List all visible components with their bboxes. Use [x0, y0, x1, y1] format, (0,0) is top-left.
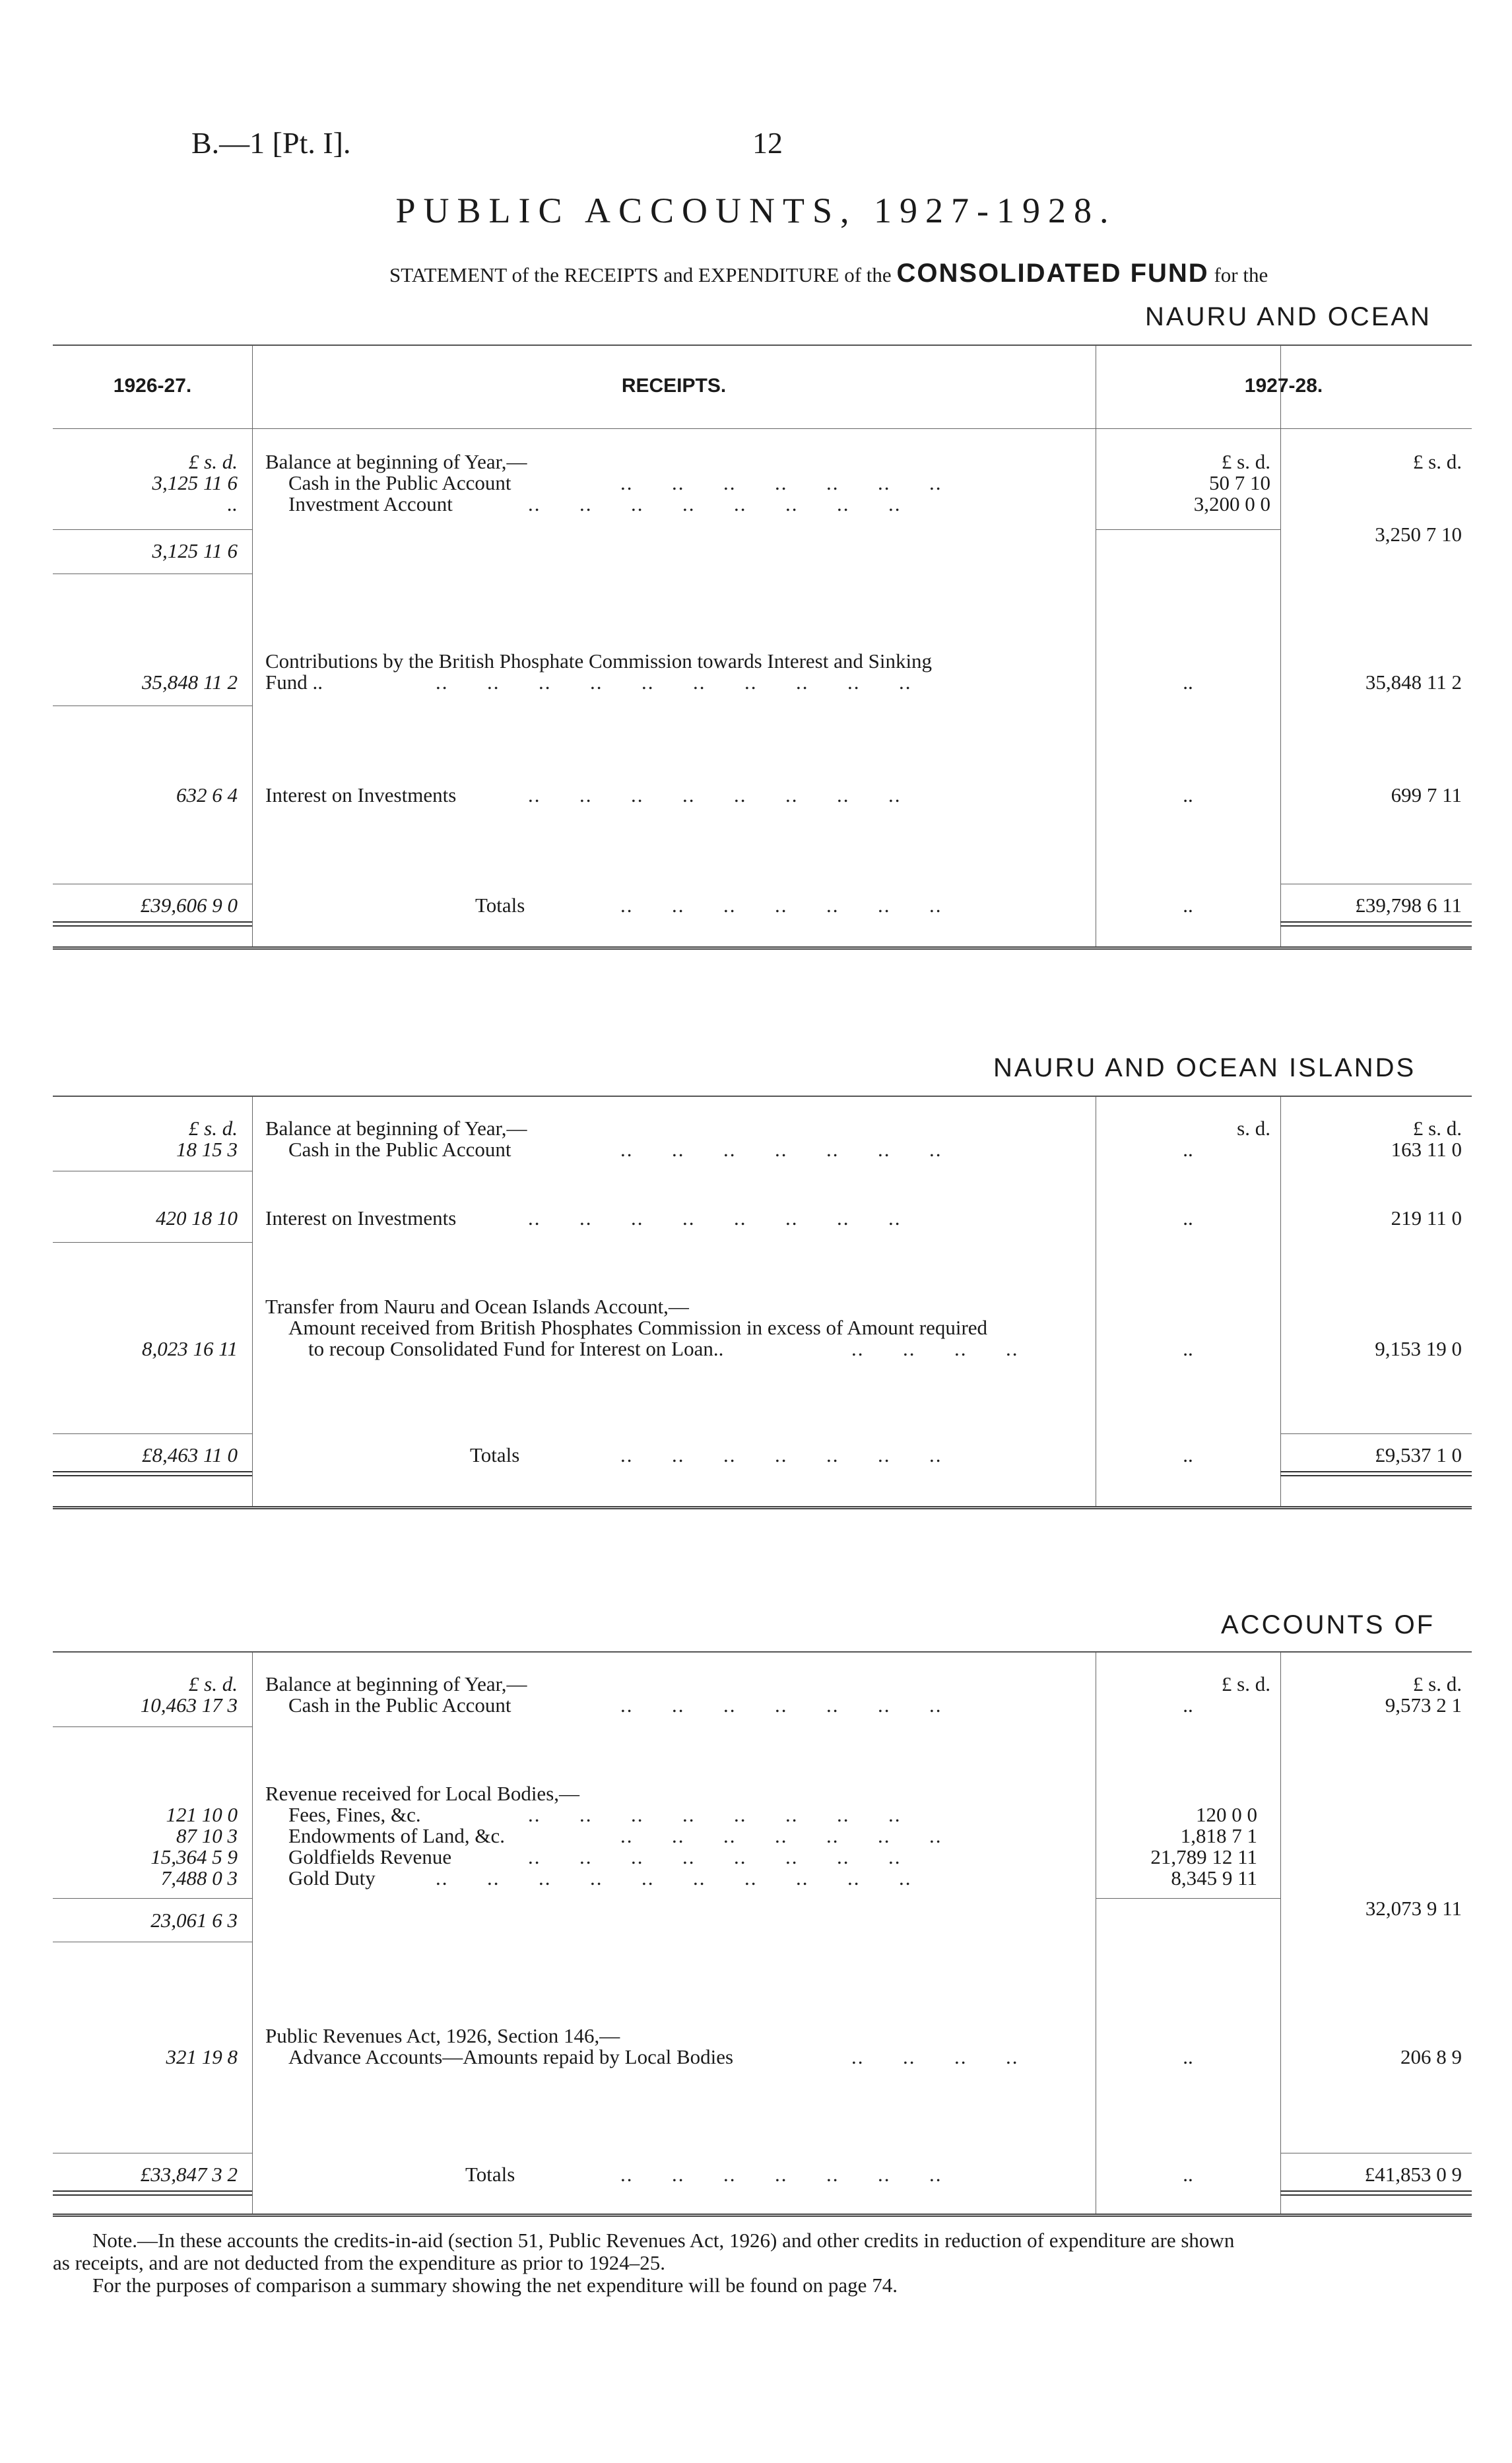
- section3-heading: ACCOUNTS OF: [1221, 1610, 1435, 1639]
- row-label: to recoup Consolidated Fund for Interest on Loan..: [308, 1337, 724, 1360]
- row-prev-subtotal: 3,125 11 6: [152, 539, 238, 562]
- unit-sub: s. d.: [1237, 1117, 1270, 1140]
- row-sub: 8,345 9 11: [1171, 1866, 1257, 1889]
- totals-label: Totals: [470, 1443, 520, 1466]
- page-title: PUBLIC ACCOUNTS, 1927-1928.: [395, 191, 1117, 230]
- row-sub: ..: [1183, 783, 1193, 806]
- row-label: Public Revenues Act, 1926, Section 146,—: [265, 2024, 620, 2047]
- row-sub: 3,200 0 0: [1193, 492, 1270, 515]
- row-main: 32,073 9 11: [1365, 1897, 1462, 1920]
- row-prev: 121 10 0: [166, 1803, 238, 1826]
- statement-post: for the: [1214, 263, 1268, 286]
- row-sub: ..: [1183, 1337, 1193, 1360]
- unit-sub: £ s. d.: [1221, 1672, 1270, 1695]
- row-main: 35,848 11 2: [1365, 671, 1462, 694]
- totals-label: Totals: [465, 2163, 515, 2186]
- row-label: Goldfields Revenue: [288, 1845, 452, 1868]
- unit-sub: £ s. d.: [1221, 450, 1270, 473]
- row-prev: 7,488 0 3: [160, 1866, 238, 1889]
- row-label: Contributions by the British Phosphate Commission towards Interest and Sinking: [265, 649, 933, 673]
- row-main: 163 11 0: [1391, 1138, 1462, 1161]
- page-number: 12: [752, 126, 783, 160]
- fund-name: CONSOLIDATED FUND: [896, 259, 1209, 288]
- row-label: Cash in the Public Account: [288, 1138, 511, 1161]
- document-reference: B.—1 [Pt. I].: [191, 126, 351, 160]
- row-prev: 321 19 8: [166, 2045, 238, 2068]
- row-label: Gold Duty: [288, 1866, 376, 1889]
- col-header-curr-year: 1927-28.: [1244, 375, 1323, 397]
- row-sub: ..: [1183, 1693, 1193, 1717]
- row-sub: 1,818 7 1: [1180, 1824, 1257, 1847]
- row-prev: 632 6 4: [176, 783, 238, 806]
- unit-main: £ s. d.: [1412, 1117, 1462, 1140]
- section2-heading: NAURU AND OCEAN ISLANDS: [993, 1053, 1416, 1082]
- row-main: 219 11 0: [1391, 1206, 1462, 1230]
- statement-line: [389, 259, 1268, 288]
- col-header-prev-year: 1926-27.: [113, 375, 192, 397]
- unit-prev: £ s. d.: [188, 450, 238, 473]
- row-main: 3,250 7 10: [1375, 523, 1462, 546]
- row-prev: 15,364 5 9: [150, 1845, 238, 1868]
- unit-main: £ s. d.: [1412, 450, 1462, 473]
- note-line-3: For the purposes of comparison a summary showing the net expenditure will be found on page 74.: [92, 2274, 898, 2297]
- totals-main: £9,537 1 0: [1375, 1443, 1462, 1466]
- totals-sub: ..: [1183, 2163, 1193, 2186]
- row-prev: 18 15 3: [176, 1138, 238, 1161]
- section2-table: £ s. d. s. d. £ s. d. Balance at beginning of Year,— 18 15 3 Cash in the Public Account .. .. .. .. .. .. .. .. 163 11 0 420 18 10 Interest on Investments .. .. .. .. .. .. .. .. .. 219 11 0 Transfer from Nauru and Ocean Islands Account,— Amount received from British Phosphates Commission in excess of Amount required 8,023 16 11 to recoup Consolidated Fund for Interest on Loan.. .. .. .. .. .. 9,153 19 0 £8,463 11 0 Totals .. .. .. .. .. .. .. .. £9,537 1 0: [53, 1096, 1472, 1509]
- section1-table: 1926-27. RECEIPTS. 1927-28. £ s. d. £ s. d. £ s. d. Balance at beginning of Year,— 3,125 11 6 Cash in the Public Account .. .. .. .. .. .. .. 50 7 10 .. Investment Account .. .. .. .. .. .. .. .. 3,200 0 0 3,125 11 6 3,250 7 10 Contributions by the British Phosphate Commission towards Interest and Sinking 35,848 11 2 Fund .. .. .. .. .. .. .. .. .. .. .. .. 35,848 11 2 632 6 4 Interest on Investments .. .. .. .. .. .. .. .. .. 699 7 11 £39,606 9 0 Totals .. .. .. .. .. .. .. .. £39,798 6 11: [53, 345, 1472, 950]
- row-prev: 10,463 17 3: [140, 1693, 238, 1717]
- row-label: Fees, Fines, &c.: [288, 1803, 421, 1826]
- row-label: Advance Accounts—Amounts repaid by Local Bodies: [288, 2045, 734, 2068]
- row-prev: ..: [227, 492, 238, 515]
- row-sub: 120 0 0: [1196, 1803, 1257, 1826]
- row-main: 9,573 2 1: [1385, 1693, 1462, 1717]
- row-label: Balance at beginning of Year,—: [265, 1672, 527, 1695]
- row-main: 9,153 19 0: [1375, 1337, 1462, 1360]
- totals-prev: £8,463 11 0: [142, 1443, 238, 1466]
- row-label: Investment Account: [288, 492, 453, 515]
- totals-prev: £39,606 9 0: [140, 894, 238, 917]
- unit-prev: £ s. d.: [188, 1117, 238, 1140]
- unit-main: £ s. d.: [1412, 1672, 1462, 1695]
- row-label: Endowments of Land, &c.: [288, 1824, 506, 1847]
- row-sub: ..: [1183, 1206, 1193, 1230]
- totals-main: £41,853 0 9: [1364, 2163, 1462, 2186]
- row-main: 699 7 11: [1391, 783, 1462, 806]
- totals-label: Totals: [475, 894, 525, 917]
- statement-pre: STATEMENT of the RECEIPTS and EXPENDITURE of the: [389, 263, 892, 286]
- row-label: Balance at beginning of Year,—: [265, 450, 527, 473]
- row-prev: 35,848 11 2: [142, 671, 238, 694]
- row-main: 206 8 9: [1400, 2045, 1462, 2068]
- row-label: Transfer from Nauru and Ocean Islands Account,—: [265, 1295, 689, 1318]
- totals-sub: ..: [1183, 1443, 1193, 1466]
- row-prev: 3,125 11 6: [152, 471, 238, 494]
- row-label: Amount received from British Phosphates Commission in excess of Amount required: [288, 1316, 988, 1339]
- totals-prev: £33,847 3 2: [140, 2163, 238, 2186]
- totals-main: £39,798 6 11: [1355, 894, 1462, 917]
- row-prev: 87 10 3: [176, 1824, 238, 1847]
- row-prev-subtotal: 23,061 6 3: [150, 1909, 238, 1932]
- section1-heading: NAURU AND OCEAN: [1145, 302, 1431, 331]
- row-label: Cash in the Public Account: [288, 1693, 511, 1717]
- unit-prev: £ s. d.: [188, 1672, 238, 1695]
- row-sub: 50 7 10: [1209, 471, 1270, 494]
- note-line-2: as receipts, and are not deducted from the expenditure as prior to 1924–25.: [53, 2251, 665, 2274]
- row-label: Interest on Investments: [265, 783, 457, 806]
- row-sub: 21,789 12 11: [1150, 1845, 1257, 1868]
- row-sub: ..: [1183, 671, 1193, 694]
- col-header-receipts: RECEIPTS.: [621, 375, 727, 397]
- row-label: Balance at beginning of Year,—: [265, 1117, 527, 1140]
- row-prev: 8,023 16 11: [142, 1337, 238, 1360]
- row-label: Cash in the Public Account: [288, 471, 511, 494]
- row-sub: ..: [1183, 1138, 1193, 1161]
- note-line-1: Note.—In these accounts the credits-in-aid (section 51, Public Revenues Act, 1926) and other credits in reduction of expenditure are shown: [92, 2229, 1235, 2252]
- totals-sub: ..: [1183, 894, 1193, 917]
- section3-table: £ s. d. £ s. d. £ s. d. Balance at beginning of Year,— 10,463 17 3 Cash in the Public Account .. .. .. .. .. .. .. .. 9,573 2 1 Revenue received for Local Bodies,— 121 10 0 Fees, Fines, &c. .. .. .. .. .. .. .. .. 120 0 0 87 10 3 Endowments of Land, &c. .. .. .. .. .. .. .. 1,818 7 1 15,364 5 9 Goldfields Revenue .. .. .. .. .. .. .. .. 21,789 12 11 7,488 0 3 Gold Duty .. .. .. .. .. .. .. .. .. .. 8,345 9 11 23,061 6 3 32,073 9 11 Public Revenues Act, 1926, Section 146,— 321 19 8 Advance Accounts—Amounts repaid by Local Bodies .. .. .. .. .. 206 8 9 £33,847 3 2 Totals .. .. .. .. .. .. .. .. £41,853 0 9: [53, 1651, 1472, 2217]
- row-sub: ..: [1183, 2045, 1193, 2068]
- row-label: Fund ..: [265, 671, 323, 694]
- row-label: Interest on Investments: [265, 1206, 457, 1230]
- row-prev: 420 18 10: [156, 1206, 238, 1230]
- row-label: Revenue received for Local Bodies,—: [265, 1782, 580, 1805]
